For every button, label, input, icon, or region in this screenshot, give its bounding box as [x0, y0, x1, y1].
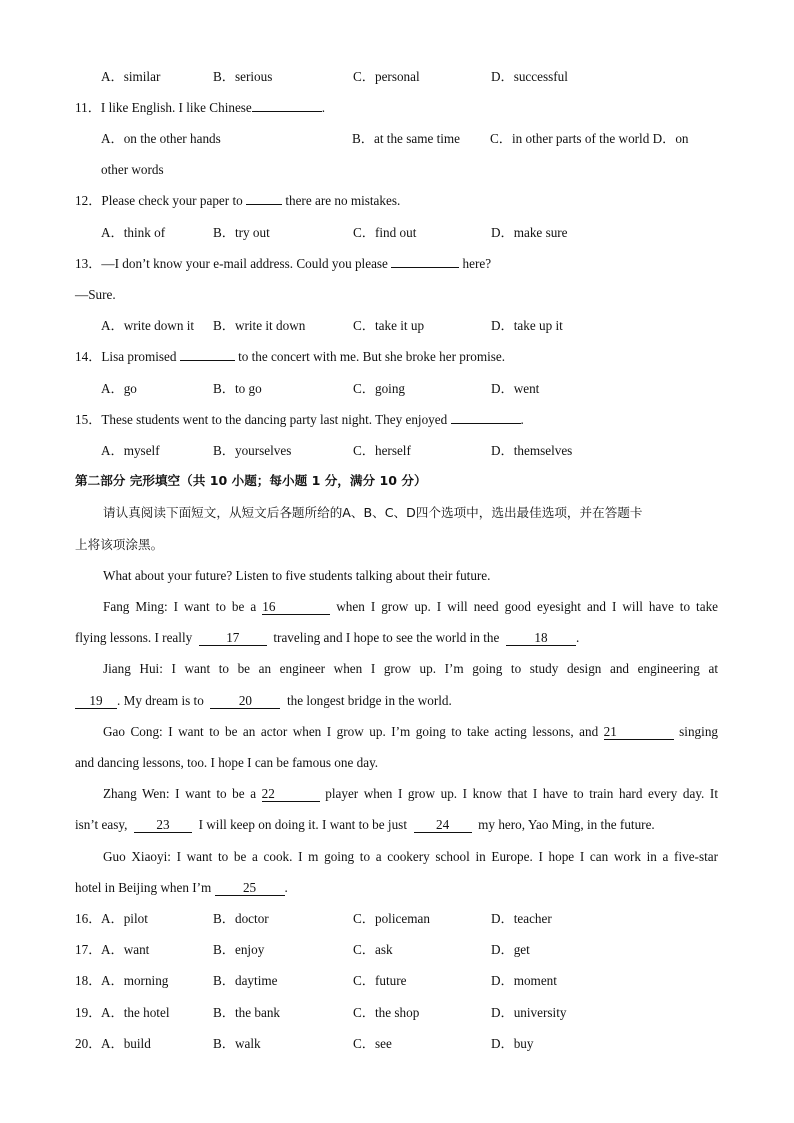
q13-number: 13． [75, 256, 102, 271]
q15-blank [451, 423, 521, 424]
passage-fang-line1: Fang Ming: I want to be a 16 when I grow up. I will need good eyesight and I will have to take [103, 599, 719, 614]
q20-option-d: D．buy [491, 1036, 534, 1051]
blank-24: 24 [414, 818, 472, 833]
passage-guo-line1: Guo Xiaoyi: I want to be a cook. I m going to a cookery school in Europe. I hope I can work in a five-star [103, 849, 718, 864]
q12-option-a: A．think of [101, 225, 166, 240]
q16-option-d: D．teacher [491, 911, 552, 926]
q14-option-d: D．went [491, 381, 540, 396]
q17-option-b: B．enjoy [213, 942, 265, 957]
q16-option-a: A．pilot [101, 911, 148, 926]
q13-reply: —Sure. [75, 287, 116, 302]
q12-option-d: D．make sure [491, 225, 568, 240]
q18-option-a: A．morning [101, 973, 169, 988]
q11-blank [252, 111, 322, 112]
q19-number: 19． [75, 1005, 102, 1020]
q11-number: 11． [75, 100, 101, 115]
part2-instructions-line1: 请认真阅读下面短文，从短文后各题所给的A、B、C、D四个选项中，选出最佳选项，并在答题卡 [103, 505, 643, 520]
q19-option-a: A．the hotel [101, 1005, 170, 1020]
q15-option-b: B．yourselves [213, 443, 292, 458]
q20-option-c: C．see [353, 1036, 392, 1051]
q13-option-b: B．write it down [213, 318, 306, 333]
q14-number: 14． [75, 349, 102, 364]
blank-23: 23 [134, 818, 192, 833]
q16-option-b: B．doctor [213, 911, 269, 926]
q14-option-b: B．to go [213, 381, 262, 396]
blank-17: 17 [199, 631, 267, 646]
part2-instructions-line2: 上将该项涂黑。 [75, 537, 164, 552]
q16-option-c: C．policeman [353, 911, 430, 926]
q12-blank [246, 204, 282, 205]
q13-option-a: A．write down it [101, 318, 195, 333]
q17-option-a: A．want [101, 942, 150, 957]
q14-stem: 14．Lisa promised to the concert with me. But she broke her promise. [75, 349, 506, 364]
q13-stem: 13．—I don’t know your e-mail address. Could you please here? [75, 256, 492, 271]
blank-22: 22 [262, 787, 320, 802]
q11-option-c: C．in other parts of the world D．on [490, 131, 689, 146]
passage-jiang-line1: Jiang Hui: I want to be an engineer when I grow up. I’m going to study design and engineering at [103, 661, 718, 676]
part2-heading: 第二部分 完形填空（共 10 小题；每小题 1 分，满分 10 分） [75, 473, 427, 488]
passage-fang-line2: flying lessons. I really 17 traveling and I hope to see the world in the 18 . [75, 630, 580, 645]
q13-blank [391, 267, 459, 268]
q13-option-d: D．take up it [491, 318, 563, 333]
q18-option-b: B．daytime [213, 973, 278, 988]
q14-option-c: C．going [353, 381, 406, 396]
q18-option-d: D．moment [491, 973, 557, 988]
passage-zhang-line1: Zhang Wen: I want to be a 22 player when I grow up. I know that I have to train hard every day. It [103, 786, 718, 801]
passage-zhang-line2: isn’t easy, 23 I will keep on doing it. I want to be just 24 my hero, Yao Ming, in the future. [75, 817, 655, 832]
q13-option-c: C．take it up [353, 318, 425, 333]
q11-option-d-cont: other words [101, 162, 164, 177]
q18-number: 18． [75, 973, 102, 988]
passage-gao-line2: and dancing lessons, too. I hope I can be famous one day. [75, 755, 379, 770]
q15-option-a: A．myself [101, 443, 160, 458]
passage-intro: What about your future? Listen to five students talking about their future. [103, 568, 491, 583]
q16-number: 16． [75, 911, 102, 926]
blank-21: 21 [604, 725, 674, 740]
q14-option-a: A．go [101, 381, 137, 396]
q12-stem: 12．Please check your paper to there are no mistakes. [75, 193, 401, 208]
passage-jiang-line2: 19 . My dream is to 20 the longest bridge in the world. [75, 693, 452, 709]
q17-option-d: D．get [491, 942, 530, 957]
blank-19: 19 [75, 694, 117, 709]
q12-option-b: B．try out [213, 225, 270, 240]
q14-blank [180, 360, 235, 361]
q20-number: 20． [75, 1036, 102, 1051]
q20-option-a: A．build [101, 1036, 151, 1051]
q19-option-b: B．the bank [213, 1005, 281, 1020]
q15-option-d: D．themselves [491, 443, 573, 458]
q19-option-d: D．university [491, 1005, 567, 1020]
q17-option-c: C．ask [353, 942, 393, 957]
q10-option-d: D．successful [491, 69, 568, 84]
q11-option-a: A．on the other hands [101, 131, 221, 146]
q12-option-c: C．find out [353, 225, 417, 240]
passage-gao-line1: Gao Cong: I want to be an actor when I grow up. I’m going to take acting lessons, and 21 singing [103, 724, 719, 739]
q20-option-b: B．walk [213, 1036, 261, 1051]
q11-stem: 11．I like English. I like Chinese . [75, 100, 326, 115]
q15-stem: 15．These students went to the dancing party last night. They enjoyed . [75, 412, 524, 427]
blank-16: 16 [262, 600, 330, 615]
q12-number: 12． [75, 193, 102, 208]
q10-option-c: C．personal [353, 69, 420, 84]
q19-option-c: C．the shop [353, 1005, 420, 1020]
blank-25: 25 [215, 881, 285, 896]
q15-number: 15． [75, 412, 102, 427]
q18-option-c: C．future [353, 973, 407, 988]
blank-20: 20 [210, 694, 280, 709]
passage-guo-line2: hotel in Beijing when I’m 25 . [75, 880, 288, 895]
blank-18: 18 [506, 631, 576, 646]
q11-option-b: B．at the same time [352, 131, 461, 146]
q15-option-c: C．herself [353, 443, 411, 458]
q10-option-b: B．serious [213, 69, 273, 84]
q17-number: 17． [75, 942, 102, 957]
q10-option-a: A．similar [101, 69, 161, 84]
